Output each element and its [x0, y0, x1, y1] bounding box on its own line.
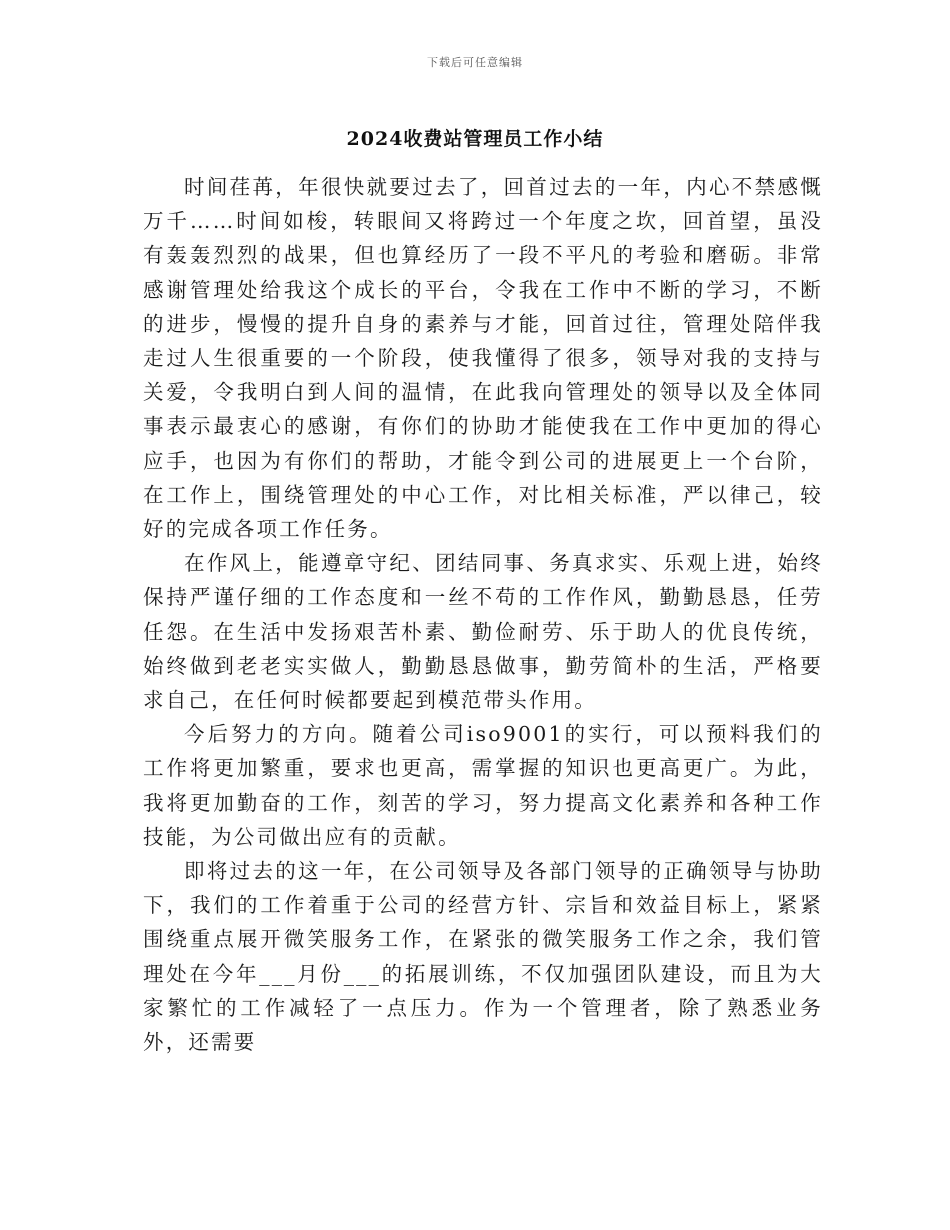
paragraph-2: 在作风上，能遵章守纪、团结同事、务真求实、乐观上进，始终保持严谨仔细的工作态度和一丝不苟的工作作风，勤勤恳恳，任劳任怨。在生活中发扬艰苦朴素、勤俭耐劳、乐于助人的优良传统，始终做到老老实实做人，勤勤恳恳做事，勤劳简朴的生活，严格要求自己，在任何时候都要起到模范带头作用。: [143, 551, 823, 713]
document-title: 2024收费站管理员工作小结: [346, 128, 604, 150]
document-body: [143, 170, 823, 1059]
paragraph-1: 时间荏苒，年很快就要过去了，回首过去的一年，内心不禁感慨万千……时间如梭，转眼间又将跨过一个年度之坎，回首望，虽没有轰轰烈烈的战果，但也算经历了一段不平凡的考验和磨砺。非常感谢管理处给我这个成长的平台，令我在工作中不断的学习，不断的进步，慢慢的提升自身的素养与才能，回首过往，管理处陪伴我走过人生很重要的一个阶段，使我懂得了很多，领导对我的支持与关爱，令我明白到人间的温情，在此我向管理处的领导以及全体同事表示最衷心的感谢，有你们的协助才能使我在工作中更加的得心应手，也因为有你们的帮助，才能令到公司的进展更上一个台阶，在工作上，围绕管理处的中心工作，对比相关标准，严以律己，较好的完成各项工作任务。: [143, 175, 823, 542]
paragraph-4: 即将过去的这一年，在公司领导及各部门领导的正确领导与协助下，我们的工作着重于公司的经营方针、宗旨和效益目标上，紧紧围绕重点展开微笑服务工作，在紧张的微笑服务工作之余，我们管理处在今年___月份___的拓展训练，不仅加强团队建设，而且为大家繁忙的工作减轻了一点压力。作为一个管理者，除了熟悉业务外，还需要: [143, 859, 823, 1055]
paragraph-3: 今后努力的方向。随着公司iso9001的实行，可以预料我们的工作将更加繁重，要求也更高，需掌握的知识也更高更广。为此，我将更加勤奋的工作，刻苦的学习，努力提高文化素养和各种工作技能，为公司做出应有的贡献。: [143, 722, 823, 849]
header-note: 下载后可任意编辑: [427, 56, 523, 69]
